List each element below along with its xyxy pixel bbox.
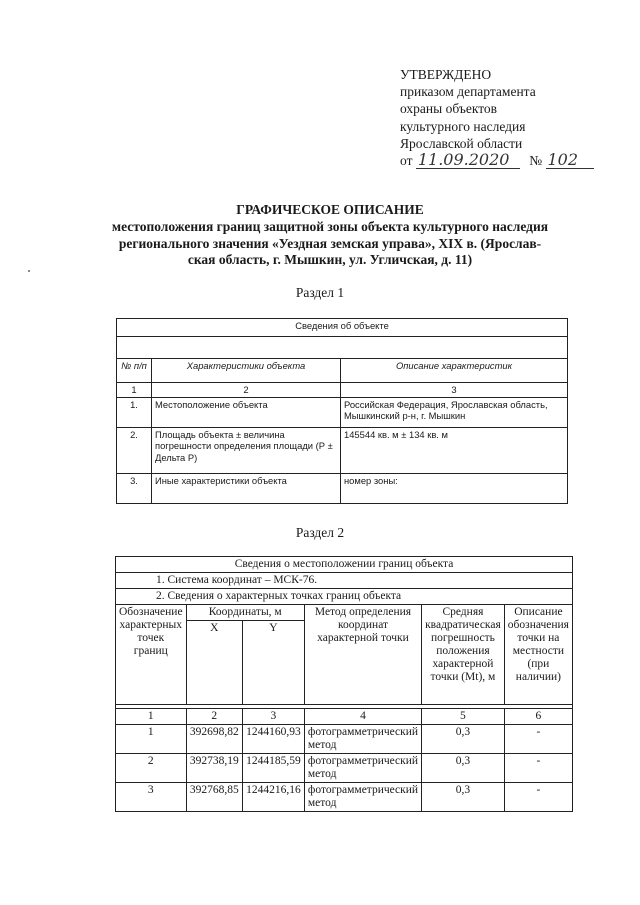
point-mt: 0,3 xyxy=(422,783,505,812)
approval-line: приказом департамента xyxy=(400,84,536,100)
header-designation: Обозначение характерных точек границ xyxy=(116,605,187,705)
point-x: 392698,82 xyxy=(186,725,242,754)
header-cell: Характеристики объекта xyxy=(152,359,341,383)
handwritten-date: 11.09.2020 xyxy=(416,152,520,169)
point-y: 1244185,59 xyxy=(242,754,304,783)
table-row xyxy=(116,754,573,783)
points-info: 2. Сведения о характерных точках границ объекта xyxy=(116,589,573,605)
row-desc: 145544 кв. м ± 134 кв. м xyxy=(341,427,568,473)
row-desc: номер зоны: xyxy=(341,473,568,503)
point-x: 392738,19 xyxy=(186,754,242,783)
col-number: 3 xyxy=(242,709,304,725)
date-prefix: от xyxy=(400,153,413,169)
col-number: 6 xyxy=(504,709,572,725)
point-y: 1244216,16 xyxy=(242,783,304,812)
row-name: Иные характеристики объекта xyxy=(152,473,341,503)
header-y: Y xyxy=(242,621,304,705)
col-number: 1 xyxy=(116,709,187,725)
point-mt: 0,3 xyxy=(422,725,505,754)
approval-line: культурного наследия xyxy=(400,118,526,134)
coordinate-system: 1. Система координат – МСК-76. xyxy=(116,573,573,589)
approval-line: охраны объектов xyxy=(400,101,498,117)
point-id: 3 xyxy=(116,783,187,812)
point-desc: - xyxy=(504,754,572,783)
point-method: фотограмметрический метод xyxy=(304,725,421,754)
handwritten-number: 102 xyxy=(546,152,594,169)
point-desc: - xyxy=(504,725,572,754)
row-desc: Российская Федерация, Ярославская область, Мышкинский р-н, г. Мышкин xyxy=(341,397,568,427)
table-row xyxy=(116,725,573,754)
boundary-points-table xyxy=(115,556,573,812)
header-coords: Координаты, м xyxy=(186,605,304,621)
point-id: 2 xyxy=(116,754,187,783)
header-cell: Описание характеристик xyxy=(341,359,568,383)
point-method: фотограмметрический метод xyxy=(304,754,421,783)
col-number: 2 xyxy=(186,709,242,725)
col-number: 3 xyxy=(341,383,568,398)
point-desc: - xyxy=(504,783,572,812)
approval-line: Ярославской области xyxy=(400,135,523,151)
blank-row xyxy=(117,337,568,359)
point-y: 1244160,93 xyxy=(242,725,304,754)
row-name: Площадь объекта ± величина погрешности определения площади (Р ± Дельта Р) xyxy=(152,427,341,473)
point-method: фотограмметрический метод xyxy=(304,783,421,812)
number-prefix: № xyxy=(529,153,543,169)
table-row xyxy=(117,427,568,473)
title-line: ГРАФИЧЕСКОЕ ОПИСАНИЕ xyxy=(236,202,424,217)
table-row xyxy=(116,783,573,812)
point-mt: 0,3 xyxy=(422,754,505,783)
title-line: регионального значения «Уездная земская управа», XIX в. (Ярослав- xyxy=(118,235,542,251)
header-description: Описание обозначения точки на местности (при наличии) xyxy=(504,605,572,705)
approval-date-line xyxy=(400,152,594,169)
header-cell: № п/п xyxy=(117,359,152,383)
scan-speck xyxy=(28,270,30,272)
header-error: Средняя квадратическая погрешность положения характерной точки (Mt), м xyxy=(422,605,505,705)
title-line: местоположения границ защитной зоны объекта культурного наследия xyxy=(111,218,549,234)
col-number: 1 xyxy=(117,383,152,398)
row-number: 1. xyxy=(117,397,152,427)
row-name: Местоположение объекта xyxy=(152,397,341,427)
table-title: Сведения об объекте xyxy=(117,319,568,337)
point-x: 392768,85 xyxy=(186,783,242,812)
header-x: X xyxy=(186,621,242,705)
document-title xyxy=(100,202,560,269)
row-number: 3. xyxy=(117,473,152,503)
row-number: 2. xyxy=(117,427,152,473)
title-line: ская область, г. Мышкин, ул. Угличская, д. 11) xyxy=(187,252,473,268)
table-row xyxy=(117,397,568,427)
object-info-table xyxy=(116,318,568,504)
point-id: 1 xyxy=(116,725,187,754)
header-method: Метод определения координат характерной точки xyxy=(304,605,421,705)
col-number: 4 xyxy=(304,709,421,725)
table-title: Сведения о местоположении границ объекта xyxy=(116,557,573,573)
col-number: 2 xyxy=(152,383,341,398)
table-row xyxy=(117,473,568,503)
approval-stamp xyxy=(400,66,594,169)
approval-line: УТВЕРЖДЕНО xyxy=(400,67,492,82)
col-number: 5 xyxy=(422,709,505,725)
section-1-heading: Раздел 1 xyxy=(295,285,345,300)
section-2-heading: Раздел 2 xyxy=(295,525,345,540)
